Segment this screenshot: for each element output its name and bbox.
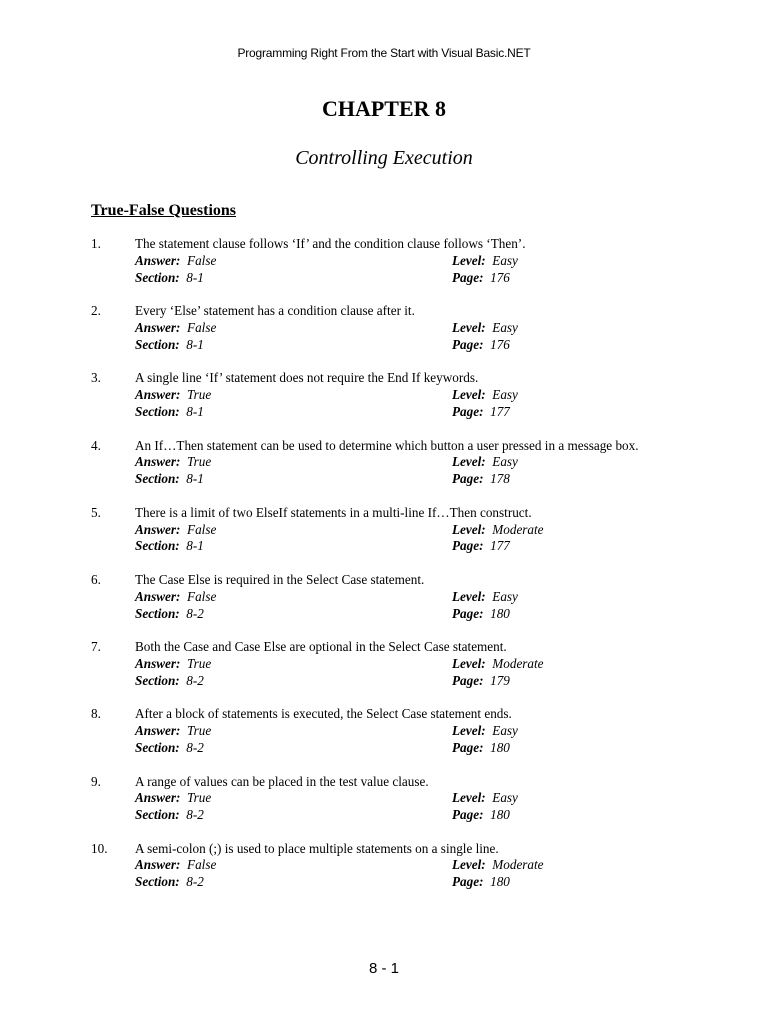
page-field [452, 740, 510, 757]
level-label: Level: [452, 454, 486, 470]
page-value: 179 [490, 672, 510, 688]
answer-value: True [187, 723, 212, 739]
running-header: Programming Right From the Start with Visual Basic.NET [237, 46, 531, 60]
page-label: Page: [452, 605, 484, 621]
level-label: Level: [452, 588, 486, 604]
answer-value: True [187, 655, 212, 671]
page-field [452, 874, 510, 891]
answer-label: Answer: [135, 521, 181, 537]
level-value: Easy [492, 588, 518, 604]
level-value: Moderate [492, 521, 544, 537]
page-value: 180 [490, 739, 510, 755]
question-text: A semi-colon (;) is used to place multiple statements on a single line. [135, 840, 499, 856]
page-label: Page: [452, 269, 484, 285]
level-field [452, 320, 518, 337]
level-field [452, 253, 518, 270]
chapter-subtitle: Controlling Execution [295, 147, 473, 169]
section-label: Section: [135, 605, 180, 621]
question-text: The statement clause follows ‘If’ and the condition clause follows ‘Then’. [135, 236, 526, 251]
section-value: 8-2 [186, 874, 204, 890]
page-field [452, 673, 510, 690]
section-field [135, 538, 204, 555]
section-label: Section: [135, 807, 180, 823]
question-item [91, 706, 691, 773]
page-value: 177 [490, 403, 510, 419]
level-value: Easy [492, 252, 518, 268]
question-item [91, 572, 691, 639]
section-value: 8-2 [186, 672, 204, 688]
answer-label: Answer: [135, 723, 181, 739]
answer-label: Answer: [135, 319, 181, 335]
section-value: 8-2 [186, 807, 204, 823]
question-number: 1. [91, 236, 101, 251]
page-value: 176 [490, 269, 510, 285]
section-label: Section: [135, 336, 180, 352]
level-field [452, 857, 544, 874]
section-field [135, 337, 204, 354]
section-label: Section: [135, 403, 180, 419]
page-label: Page: [452, 874, 484, 890]
section-value: 8-2 [186, 605, 204, 621]
level-label: Level: [452, 319, 486, 335]
level-label: Level: [452, 857, 486, 873]
question-item [91, 774, 691, 841]
question-number: 2. [91, 303, 101, 319]
page-label: Page: [452, 471, 484, 487]
question-text: Every ‘Else’ statement has a condition clause after it. [135, 303, 415, 319]
section-label: Section: [135, 538, 180, 554]
question-item [91, 370, 691, 437]
question-text: The Case Else is required in the Select Case statement. [135, 571, 425, 587]
level-label: Level: [452, 252, 486, 268]
answer-field [135, 320, 216, 337]
section-value: 8-1 [186, 336, 204, 352]
question-number: 5. [91, 504, 101, 520]
page-value: 180 [490, 874, 510, 890]
answer-field [135, 387, 211, 404]
page-number: 8 - 1 [368, 960, 399, 977]
question-text: Both the Case and Case Else are optional in the Select Case statement. [135, 639, 507, 655]
page-field [452, 270, 510, 287]
answer-label: Answer: [135, 790, 181, 806]
question-number: 7. [91, 639, 101, 655]
answer-label: Answer: [135, 387, 181, 403]
question-list [91, 236, 691, 908]
section-field [135, 673, 204, 690]
question-number: 6. [91, 571, 101, 587]
page-field [452, 807, 510, 824]
page-label: Page: [452, 672, 484, 688]
level-value: Easy [492, 790, 518, 806]
answer-value: True [187, 790, 212, 806]
level-field [452, 387, 518, 404]
level-label: Level: [452, 521, 486, 537]
question-item [91, 236, 691, 303]
section-field [135, 471, 204, 488]
level-label: Level: [452, 387, 486, 403]
level-field [452, 522, 544, 539]
page-field [452, 471, 510, 488]
section-value: 8-1 [186, 471, 204, 487]
question-item [91, 639, 691, 706]
section-heading: True-False Questions [91, 202, 237, 219]
level-field [452, 589, 518, 606]
answer-label: Answer: [135, 588, 181, 604]
section-field [135, 404, 204, 421]
page-field [452, 337, 510, 354]
level-value: Moderate [492, 857, 544, 873]
section-value: 8-1 [186, 403, 204, 419]
page-value: 177 [490, 538, 510, 554]
section-value: 8-1 [186, 269, 204, 285]
answer-label: Answer: [135, 454, 181, 470]
answer-field [135, 656, 211, 673]
answer-value: False [187, 252, 217, 268]
answer-field [135, 589, 216, 606]
page-value: 178 [490, 471, 510, 487]
section-label: Section: [135, 874, 180, 890]
section-field [135, 740, 204, 757]
answer-field [135, 723, 211, 740]
question-text: A range of values can be placed in the test value clause. [135, 773, 429, 789]
level-value: Easy [492, 723, 518, 739]
answer-field [135, 790, 211, 807]
answer-value: True [187, 454, 212, 470]
answer-value: False [187, 588, 217, 604]
section-label: Section: [135, 672, 180, 688]
question-text: After a block of statements is executed, the Select Case statement ends. [135, 706, 512, 722]
question-text: There is a limit of two ElseIf statements in a multi-line If…Then construct. [135, 504, 532, 520]
answer-field [135, 253, 216, 270]
page-field [452, 404, 510, 421]
question-number: 8. [91, 706, 101, 722]
question-item [91, 303, 691, 370]
level-field [452, 790, 518, 807]
answer-value: False [187, 857, 217, 873]
question-item [91, 841, 691, 908]
page-label: Page: [452, 336, 484, 352]
question-number: 4. [91, 437, 101, 453]
page-label: Page: [452, 807, 484, 823]
page-value: 180 [490, 807, 510, 823]
answer-field [135, 454, 211, 471]
page-label: Page: [452, 403, 484, 419]
question-item [91, 438, 691, 505]
level-value: Moderate [492, 655, 544, 671]
section-label: Section: [135, 269, 180, 285]
answer-label: Answer: [135, 655, 181, 671]
answer-label: Answer: [135, 857, 181, 873]
page-label: Page: [452, 739, 484, 755]
section-label: Section: [135, 471, 180, 487]
section-label: Section: [135, 739, 180, 755]
level-label: Level: [452, 655, 486, 671]
page-label: Page: [452, 538, 484, 554]
answer-value: False [187, 521, 217, 537]
section-value: 8-2 [186, 739, 204, 755]
level-value: Easy [492, 454, 518, 470]
section-value: 8-1 [186, 538, 204, 554]
chapter-title: CHAPTER 8 [321, 96, 447, 121]
level-label: Level: [452, 790, 486, 806]
level-field [452, 454, 518, 471]
section-field [135, 874, 204, 891]
answer-field [135, 857, 216, 874]
answer-value: False [187, 319, 217, 335]
section-field [135, 606, 204, 623]
answer-label: Answer: [135, 252, 181, 268]
question-number: 9. [91, 773, 101, 789]
level-value: Easy [492, 319, 518, 335]
page-value: 176 [490, 336, 510, 352]
page-field [452, 538, 510, 555]
level-label: Level: [452, 723, 486, 739]
question-item [91, 505, 691, 572]
level-value: Easy [492, 387, 518, 403]
page-value: 180 [490, 605, 510, 621]
section-field [135, 807, 204, 824]
question-text: A single line ‘If’ statement does not require the End If keywords. [135, 370, 479, 386]
answer-field [135, 522, 216, 539]
question-number: 3. [91, 370, 101, 386]
question-number: 10. [91, 840, 108, 856]
question-text: An If…Then statement can be used to determine which button a user pressed in a message box. [135, 437, 639, 453]
answer-value: True [187, 387, 212, 403]
section-field [135, 270, 204, 287]
page-field [452, 606, 510, 623]
level-field [452, 656, 544, 673]
level-field [452, 723, 518, 740]
